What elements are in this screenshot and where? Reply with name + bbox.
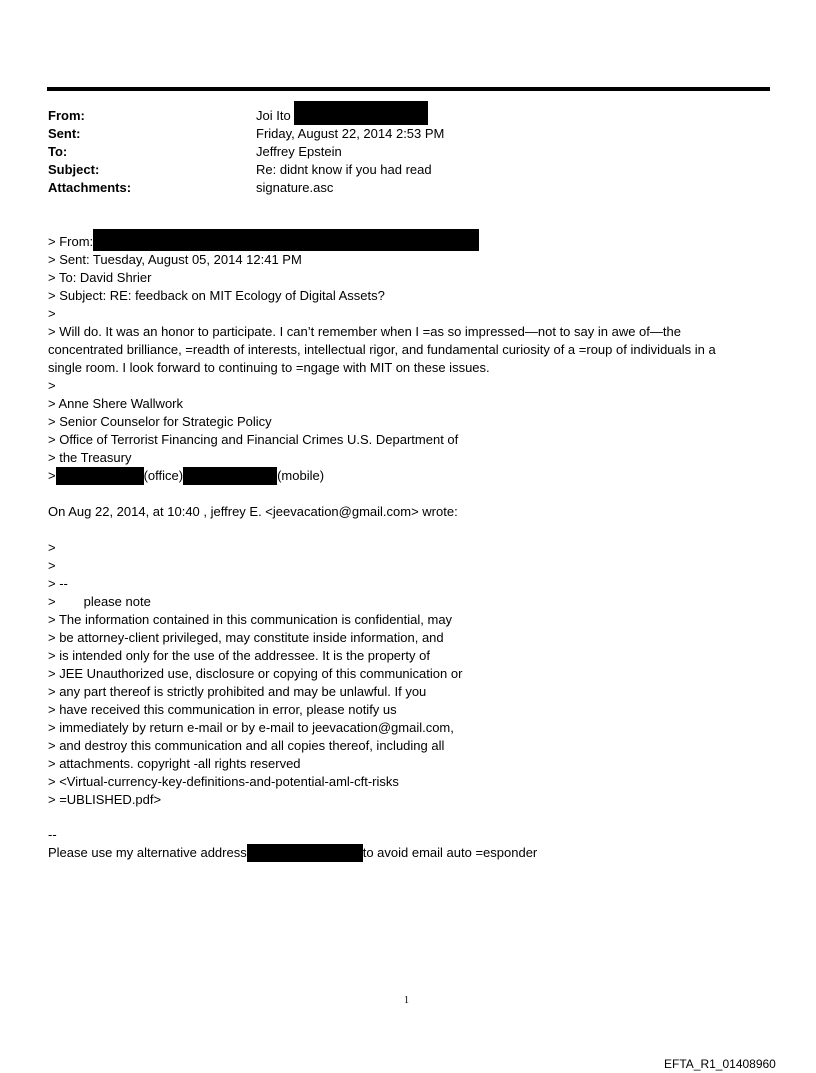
- signature-line: > Senior Counselor for Strategic Policy: [48, 414, 272, 429]
- attachment-name-line: > <Virtual-currency-key-definitions-and-potential-aml-cft-risks: [48, 774, 399, 789]
- attachment-name-line: > =UBLISHED.pdf>: [48, 792, 162, 807]
- subject-value: Re: didnt know if you had read: [256, 162, 432, 177]
- signature-line: > Anne Shere Wallwork: [48, 396, 184, 411]
- disclaimer-line: > attachments. copyright -all rights reserved: [48, 756, 301, 771]
- disclaimer-line: > The information contained in this communication is confidential, may: [48, 612, 453, 627]
- disclaimer-line: > any part thereof is strictly prohibited and may be unlawful. If you: [48, 684, 427, 699]
- quoted-body-line: single room. I look forward to continuing to =ngage with MIT on these issues.: [48, 360, 490, 375]
- quoted-subject: > Subject: RE: feedback on MIT Ecology of Digital Assets?: [48, 288, 385, 303]
- redaction-box: [183, 467, 277, 485]
- disclaimer-line: > JEE Unauthorized use, disclosure or copying of this communication or: [48, 666, 463, 681]
- top-rule: [47, 87, 770, 91]
- redaction-box: [93, 229, 479, 251]
- sent-label: Sent:: [48, 126, 81, 141]
- page-number: 1: [404, 995, 409, 1006]
- to-value: Jeffrey Epstein: [256, 144, 342, 159]
- phone-mobile-label: (mobile): [277, 468, 325, 483]
- quoted-body-line: concentrated brilliance, =readth of interests, intellectual rigor, and fundamental curiosity of a =roup of individuals in a: [48, 342, 716, 357]
- attachments-value: signature.asc: [256, 180, 334, 195]
- alternative-address-line: [48, 844, 537, 862]
- to-label: To:: [48, 144, 68, 159]
- please-note-text: please note: [83, 594, 151, 609]
- disclaimer-line: > be attorney-client privileged, may constitute inside information, and: [48, 630, 444, 645]
- quoted-blank: >: [48, 306, 56, 321]
- disclaimer-line: > immediately by return e-mail or by e-mail to jeevacation@gmail.com,: [48, 720, 454, 735]
- quoted-blank: >: [48, 540, 56, 555]
- redaction-box: [56, 467, 144, 485]
- from-value: [256, 107, 428, 125]
- phone-office-label: (office): [143, 468, 184, 483]
- phone-prefix: >: [48, 468, 56, 483]
- please-note-line: [48, 593, 151, 611]
- phone-line: [48, 467, 324, 485]
- note-prefix: >: [48, 594, 56, 609]
- signature-dashes: --: [48, 827, 57, 842]
- alt-address-prefix: Please use my alternative address: [48, 845, 247, 860]
- quoted-dashes: > --: [48, 576, 68, 591]
- redaction-box: [247, 844, 363, 862]
- quoted-blank: >: [48, 558, 56, 573]
- quoted-blank: >: [48, 378, 56, 393]
- quoted-sent: > Sent: Tuesday, August 05, 2014 12:41 PM: [48, 252, 302, 267]
- sent-value: Friday, August 22, 2014 2:53 PM: [256, 126, 445, 141]
- quoted-to: > To: David Shrier: [48, 270, 152, 285]
- signature-line: > the Treasury: [48, 450, 132, 465]
- disclaimer-line: > have received this communication in error, please notify us: [48, 702, 397, 717]
- quoted-from: [48, 233, 479, 251]
- disclaimer-line: > is intended only for the use of the addressee. It is the property of: [48, 648, 430, 663]
- document-id: EFTA_R1_01408960: [664, 1057, 776, 1071]
- from-name: Joi Ito: [256, 108, 291, 123]
- subject-label: Subject:: [48, 162, 100, 177]
- signature-line: > Office of Terrorist Financing and Financial Crimes U.S. Department of: [48, 432, 459, 447]
- alt-address-suffix: to avoid email auto =esponder: [362, 845, 538, 860]
- attachments-label: Attachments:: [48, 180, 132, 195]
- disclaimer-line: > and destroy this communication and all copies thereof, including all: [48, 738, 445, 753]
- quoted-from-label: > From:: [48, 234, 94, 249]
- quoted-body-line: > Will do. It was an honor to participate. I can’t remember when I =as so impressed—not to say in awe of—the: [48, 324, 681, 339]
- from-label: From:: [48, 108, 85, 123]
- redaction-box: [294, 101, 428, 125]
- reply-intro: On Aug 22, 2014, at 10:40 , jeffrey E. <jeevacation@gmail.com> wrote:: [48, 504, 458, 519]
